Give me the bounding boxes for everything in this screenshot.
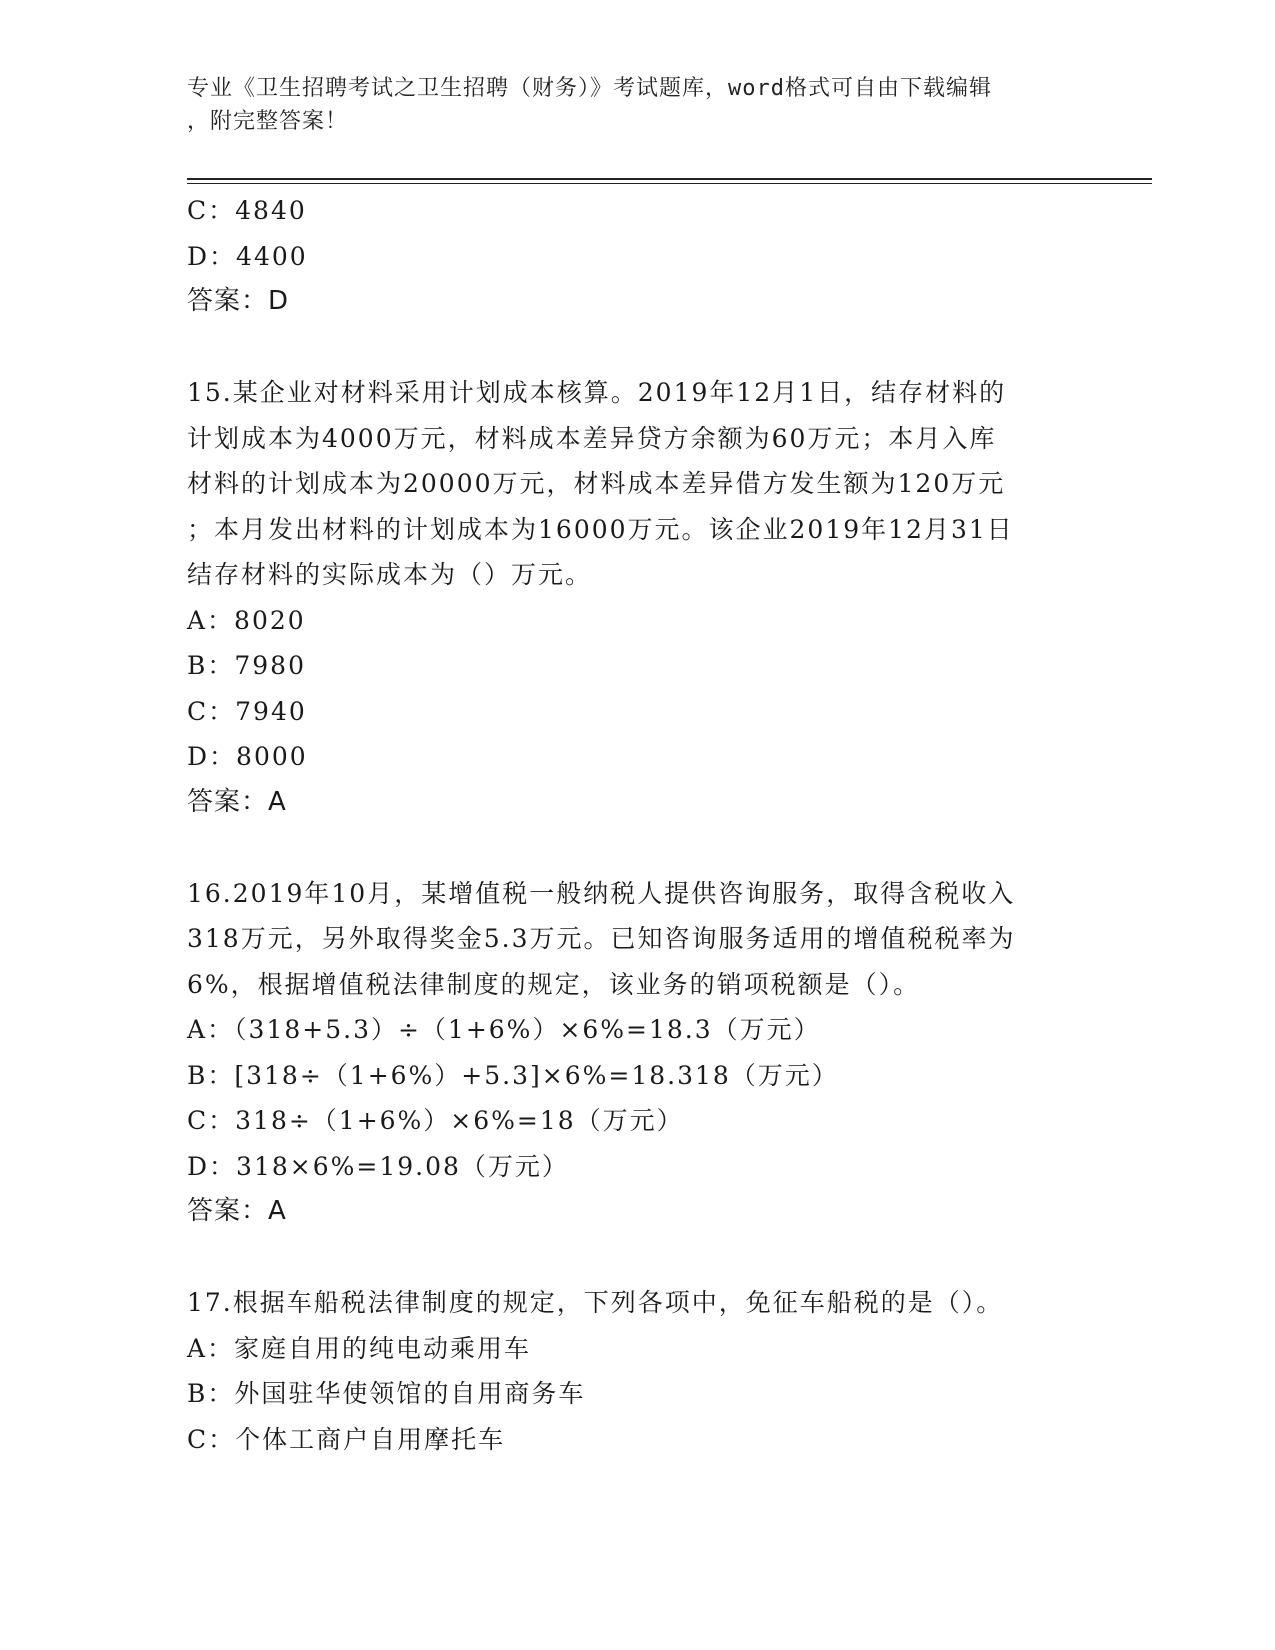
question-15-line-1: 15.某企业对材料采用计划成本核算。2019年12月1日，结存材料的	[187, 378, 1007, 407]
question-15-option-c: C：7940	[187, 696, 307, 726]
question-16-answer: 答案：A	[187, 1196, 287, 1226]
question-16-option-b: B：[318÷（1+6%）+5.3]×6%=18.318（万元）	[187, 1060, 839, 1090]
question-16-line-3: 6%，根据增值税法律制度的规定，该业务的销项税额是（）。	[187, 969, 921, 999]
question-16-line-1: 16.2019年10月，某增值税一般纳税人提供咨询服务，取得含税收入	[187, 878, 1016, 908]
question-17-option-c: C：个体工商户自用摩托车	[187, 1424, 506, 1454]
question-16-line-2: 318万元，另外取得奖金5.3万元。已知咨询服务适用的增值税税率为	[187, 924, 1016, 953]
question-17-line-1: 17.根据车船税法律制度的规定，下列各项中，免征车船税的是（）。	[187, 1288, 1004, 1317]
prev-option-d: D：4400	[187, 241, 308, 271]
question-16-option-c: C：318÷（1+6%）×6%=18（万元）	[187, 1106, 684, 1135]
question-15-line-2: 计划成本为4000万元，材料成本差异贷方余额为60万元；本月入库	[187, 423, 997, 453]
question-16-option-d: D：318×6%=19.08（万元）	[187, 1151, 569, 1181]
question-15	[187, 370, 1087, 825]
header-rule-thin	[187, 183, 1152, 184]
question-16	[187, 871, 1087, 1235]
question-16-option-a: A：（318+5.3）÷（1+6%）×6%=18.3（万元）	[187, 1015, 821, 1044]
header-line-1: 专业《卫生招聘考试之卫生招聘（财务）》考试题库，word格式可自由下载编辑	[187, 76, 992, 101]
question-17	[187, 1280, 1087, 1462]
document-header	[187, 72, 1087, 138]
prev-option-c: C：4840	[187, 196, 307, 225]
header-line-2: ，附完整答案！	[187, 109, 349, 134]
question-17-option-b: B：外国驻华使领馆的自用商务车	[187, 1379, 586, 1408]
question-17-option-a: A：家庭自用的纯电动乘用车	[187, 1333, 532, 1363]
question-15-line-3: 材料的计划成本为20000万元，材料成本差异借方发生额为120万元	[187, 469, 1006, 498]
question-15-line-4: ；本月发出材料的计划成本为16000万元。该企业2019年12月31日	[187, 514, 1014, 544]
question-15-answer: 答案：A	[187, 786, 287, 817]
document-body	[187, 188, 1087, 1462]
question-15-line-5: 结存材料的实际成本为（）万元。	[187, 560, 593, 589]
question-15-option-b: B：7980	[187, 651, 306, 680]
prev-answer: 答案：D	[187, 286, 290, 316]
question-15-option-d: D：8000	[187, 742, 308, 771]
header-rule-thick	[187, 178, 1152, 180]
question-15-option-a: A：8020	[187, 605, 306, 635]
